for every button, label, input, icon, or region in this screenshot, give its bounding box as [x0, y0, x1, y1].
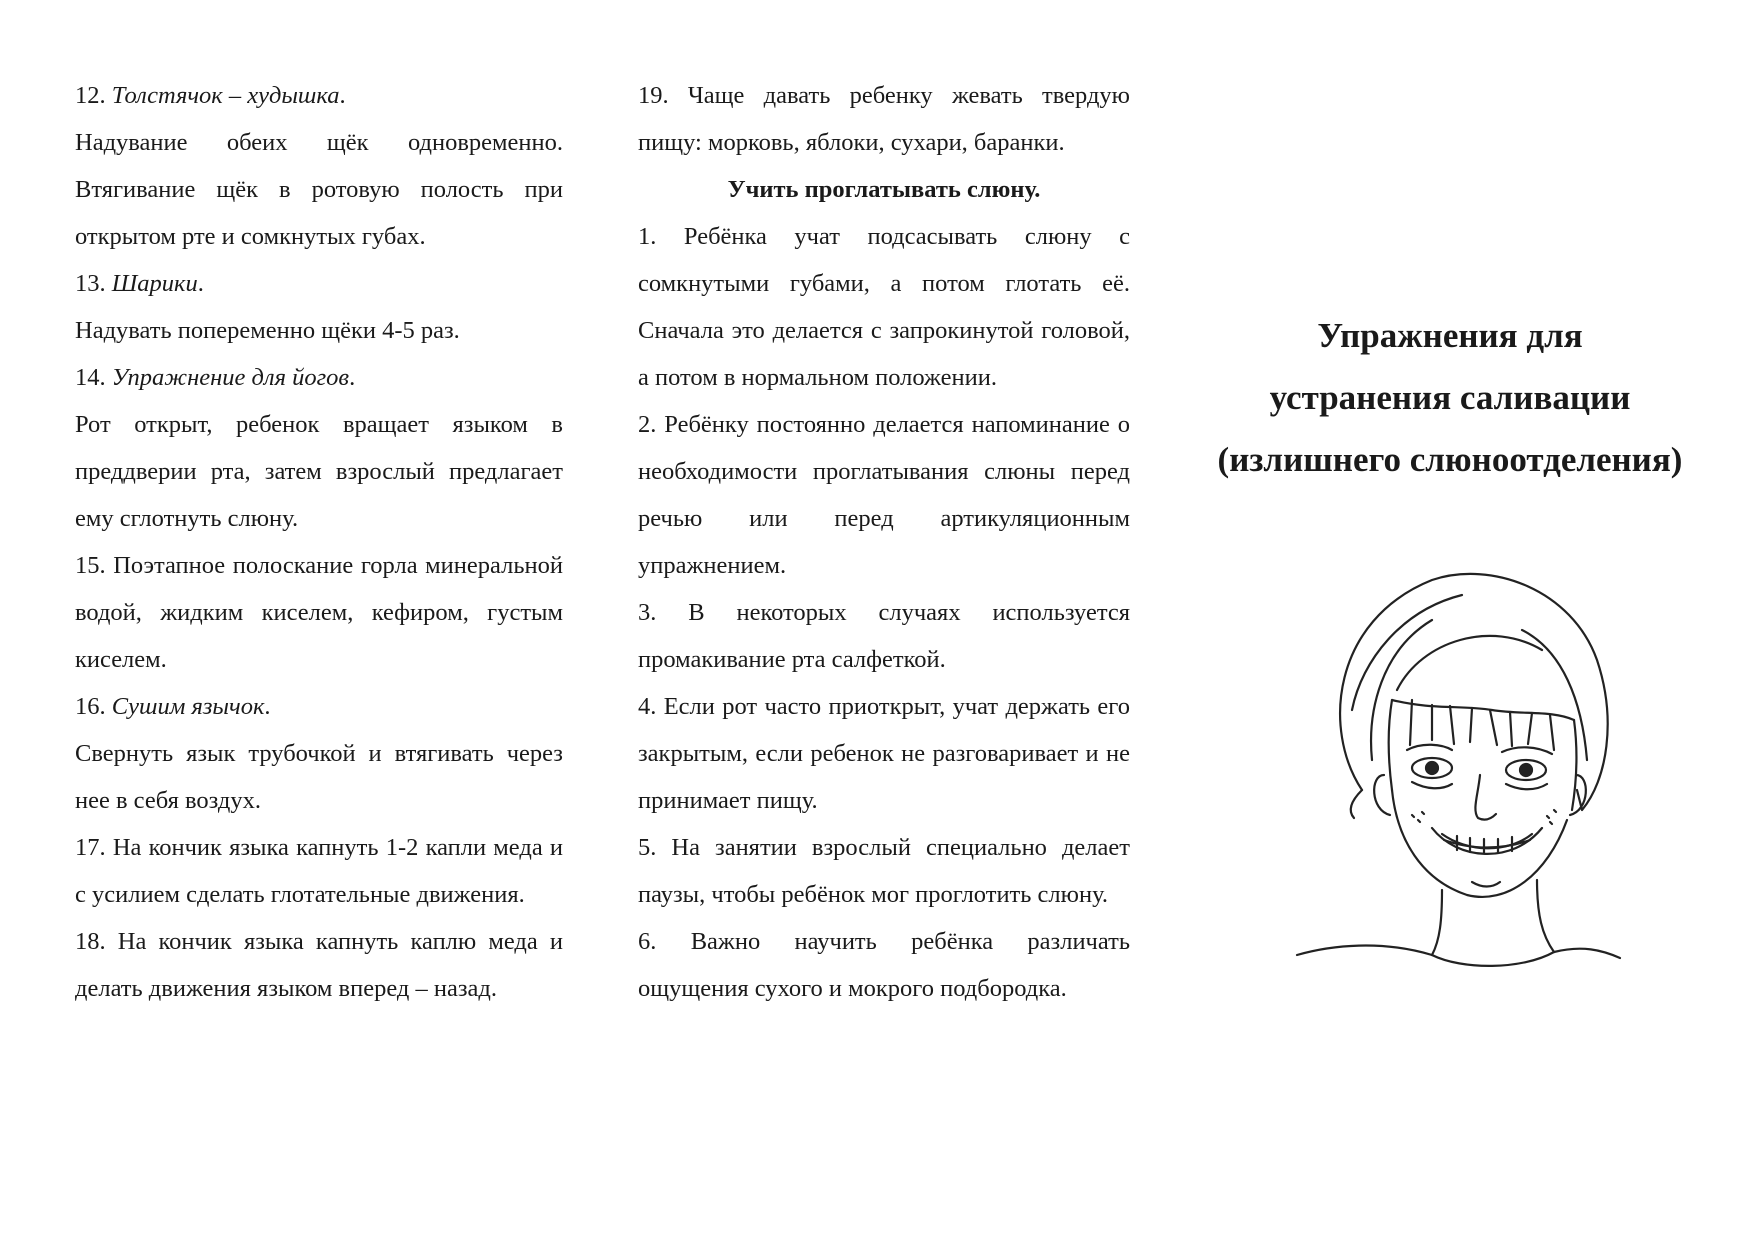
section-subheading: Учить проглатывать слюну.: [727, 176, 1041, 203]
exercise-17-text: 17. На кончик языка капнуть 1-2 капли меда и с усилием сделать глотательные движения.: [75, 834, 563, 908]
exercise-15-text: 15. Поэтапное полоскание горла минеральной водой, жидким киселем, кефиром, густым киселем.: [75, 552, 563, 673]
swallow-point-3: 3. В некоторых случаях используется промакивание рта салфеткой.: [638, 599, 1130, 673]
exercise-18-text: 18. На кончик языка капнуть каплю меда и делать движения языком вперед – назад.: [75, 928, 563, 1002]
middle-column: [638, 72, 1130, 1012]
swallow-point-2: 2. Ребёнку постоянно делается напоминание о необходимости проглатывания слюны перед речью или перед артикуляционным упражнением.: [638, 411, 1130, 579]
cover-panel: [1200, 0, 1700, 1240]
cover-title: [1200, 305, 1700, 491]
child-face-icon: [1292, 560, 1622, 990]
exercise-19-text: 19. Чаще давать ребенку жевать твердую пищу: морковь, яблоки, сухари, баранки.: [638, 82, 1130, 156]
left-column: [75, 72, 563, 1012]
swallow-point-6: 6. Важно научить ребёнка различать ощущения сухого и мокрого подбородка.: [638, 928, 1130, 1002]
cover-title-line-3: (излишнего слюноотделения): [1217, 440, 1683, 479]
cover-title-line-2: устранения саливации: [1269, 378, 1631, 417]
exercise-12-title: 12. Толстячок – худышка.: [75, 82, 346, 109]
exercise-12-text: Надувание обеих щёк одновременно. Втягивание щёк в ротовую полость при открытом рте и сомкнутых губах.: [75, 129, 563, 250]
swallow-point-1: 1. Ребёнка учат подсасывать слюну с сомкнутыми губами, а потом глотать её. Сначала это делается с запрокинутой головой, а потом в нормальном положении.: [638, 223, 1130, 391]
swallow-point-4: 4. Если рот часто приоткрыт, учат держать его закрытым, если ребенок не разговаривает и не принимает пищу.: [638, 693, 1130, 814]
exercise-13-title: 13. Шарики.: [75, 270, 204, 297]
exercise-14-title: 14. Упражнение для йогов.: [75, 364, 356, 391]
exercise-16-text: Свернуть язык трубочкой и втягивать через нее в себя воздух.: [75, 740, 563, 814]
exercise-13-text: Надувать попеременно щёки 4-5 раз.: [75, 317, 460, 344]
exercise-16-title: 16. Сушим язычок.: [75, 693, 271, 720]
exercise-14-text: Рот открыт, ребенок вращает языком в преддверии рта, затем взрослый предлагает ему сглотнуть слюну.: [75, 411, 563, 532]
cover-title-line-1: Упражнения для: [1317, 316, 1583, 355]
swallow-point-5: 5. На занятии взрослый специально делает паузы, чтобы ребёнок мог проглотить слюну.: [638, 834, 1130, 908]
